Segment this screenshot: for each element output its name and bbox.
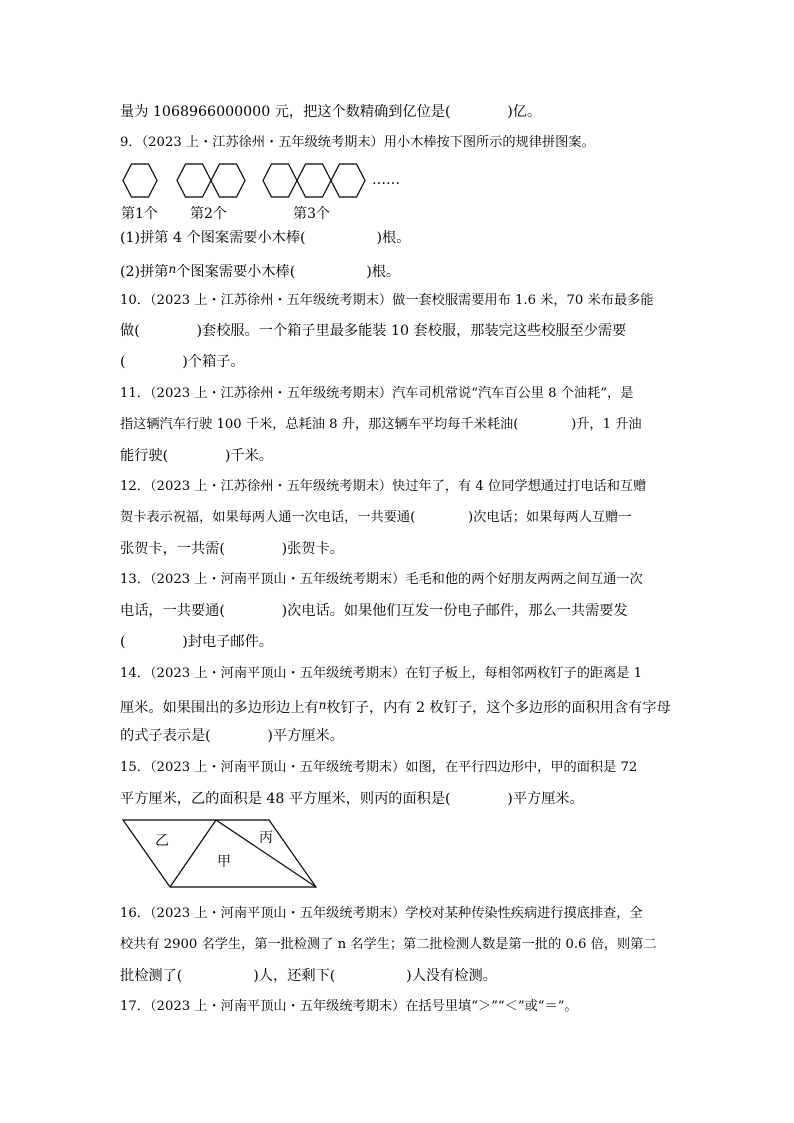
q14-line2-suffix: 枚钉子，内有 2 枚钉子，这个多边形的面积用含有字母 [326, 700, 671, 716]
hexagon-shape [123, 164, 157, 197]
question-13-line-1: 13．（2023 上・河南平顶山・五年级统考期末）毛毛和他的两个好朋友两两之间互通一次 [120, 572, 643, 587]
question-10-line-3: ( )个箱子。 [120, 354, 245, 370]
question-11-line-1: 11．（2023 上・江苏徐州・五年级统考期末）汽车司机常说“汽车百公里 8 个油耗”，是 [120, 386, 634, 401]
ellipsis-mark: …… [372, 172, 400, 188]
question-12-line-2: 贺卡表示祝福，如果每两人通一次电话，一共要通( )次电话；如果每两人互赠一 [120, 510, 632, 525]
question-16-line-2: 校共有 2900 名学生，第一批检测了 n 名学生；第二批检测人数是第一批的 0.6 倍，则第二 [120, 937, 657, 952]
question-9-stem: 9．（2023 上・江苏徐州・五年级统考期末）用小木棒按下图所示的规律拼图案。 [120, 135, 595, 150]
q9-part2-suffix: 个图案需要小木棒( )根。 [176, 264, 401, 280]
question-17-stem: 17．（2023 上・河南平顶山・五年级统考期末）在括号里填“＞”“＜”或“＝”。 [120, 999, 578, 1014]
question-14-line-1: 14．（2023 上・河南平顶山・五年级统考期末）在钉子板上，每相邻两枚钉子的距离是 1 [120, 666, 643, 681]
hexagon-pattern-figure [118, 160, 408, 202]
question-11-line-2: 指这辆汽车行驶 100 千米，总耗油 8 升，那这辆车平均每千米耗油( )升，1 升油 [120, 417, 642, 432]
region-jia-label: 甲 [217, 854, 231, 870]
question-16-line-3: 批检测了( )人，还剩下( )人没有检测。 [120, 968, 497, 984]
question-14-line-3: 的式子表示是( )平方厘米。 [120, 728, 344, 744]
question-10-line-1: 10．（2023 上・江苏徐州・五年级统考期末）做一套校服需要用布 1.6 米，70 米布最多能 [120, 293, 654, 308]
parallelogram-figure [118, 815, 322, 891]
hexagon-shape [177, 164, 211, 197]
hexagon-shape [331, 164, 365, 197]
variable-n: n [168, 262, 177, 276]
variable-n: n [318, 698, 327, 712]
question-15-line-2: 平方厘米，乙的面积是 48 平方厘米，则丙的面积是( )平方厘米。 [120, 791, 584, 807]
pattern-2-label: 第2个 [190, 206, 227, 222]
region-yi-label: 乙 [155, 833, 169, 849]
pattern-1-label: 第1个 [121, 206, 158, 222]
q9-part2-prefix: (2)拼第 [120, 264, 169, 280]
question-9-part-1: (1)拼第 4 个图案需要小木棒( )根。 [120, 230, 411, 246]
question-14-line-2 [120, 695, 671, 718]
question-9-part-2 [120, 259, 400, 282]
hexagon-shape [297, 164, 331, 197]
question-12-line-1: 12．（2023 上・江苏徐州・五年级统考期末）快过年了，有 4 位同学想通过打电话和互赠 [120, 479, 647, 494]
region-bing-label: 丙 [259, 830, 273, 846]
continued-question-line: 量为 1068966000000 元，把这个数精确到亿位是( )亿。 [120, 104, 542, 120]
pattern-3-label: 第3个 [293, 206, 330, 222]
hexagon-shape [263, 164, 297, 197]
question-13-line-2: 电话，一共要通( )次电话。如果他们互发一份电子邮件，那么一共需要发 [120, 603, 628, 619]
question-11-line-3: 能行驶( )千米。 [120, 448, 273, 464]
question-12-line-3: 张贺卡，一共需( )张贺卡。 [120, 541, 344, 557]
hexagon-shape [211, 164, 245, 197]
q14-line2-prefix: 厘米。如果围出的多边形边上有 [120, 700, 319, 716]
question-10-line-2: 做( )套校服。一个箱子里最多能装 10 套校服，那装完这些校服至少需要 [120, 323, 627, 339]
diagonal-line [170, 820, 216, 887]
question-16-line-1: 16．（2023 上・河南平顶山・五年级统考期末）学校对某种传染性疾病进行摸底排查，全 [120, 906, 643, 921]
question-15-line-1: 15．（2023 上・河南平顶山・五年级统考期末）如图，在平行四边形中，甲的面积是 72 [120, 760, 638, 775]
question-13-line-3: ( )封电子邮件。 [120, 634, 273, 650]
